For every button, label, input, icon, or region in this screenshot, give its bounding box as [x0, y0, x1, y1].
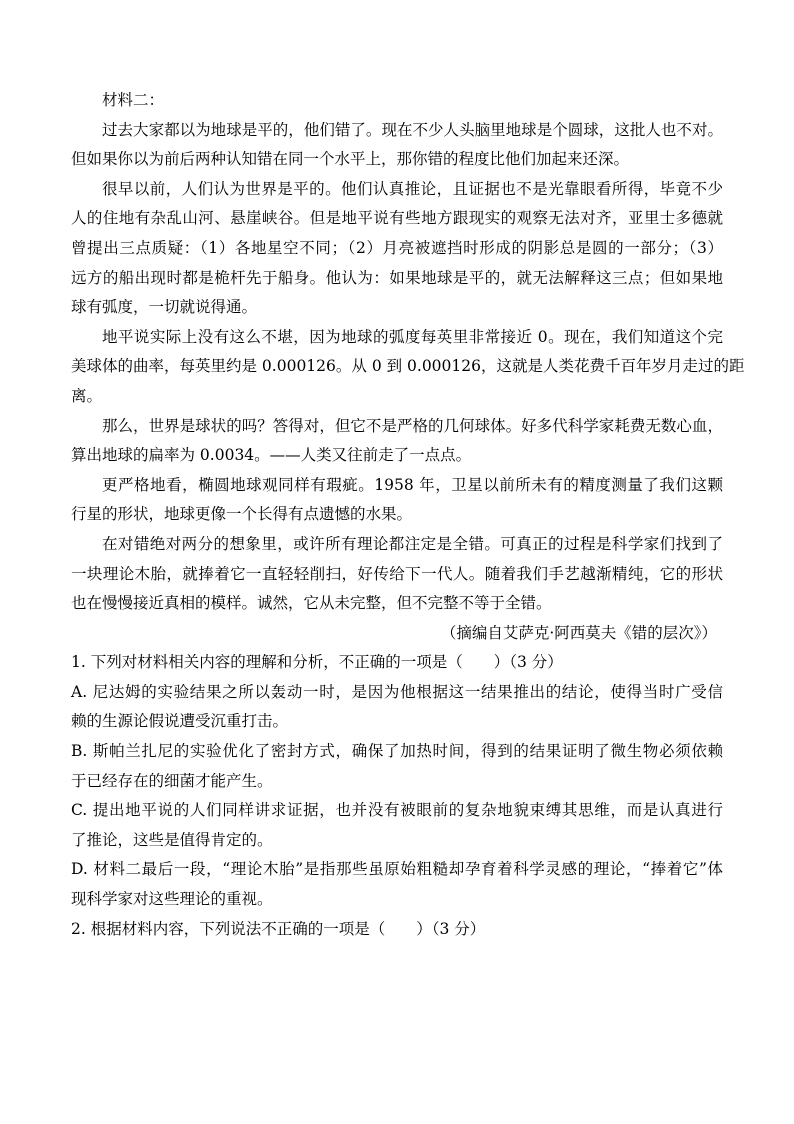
- paragraph-line: 更严格地看，椭圆地球观同样有瑕疵。1958 年，卫星以前所未有的精度测量了我们这颗: [102, 475, 723, 494]
- paragraph-line: 但如果你以为前后两种认知错在同一个水平上，那你错的程度比他们加起来还深。: [71, 150, 630, 169]
- paragraph-1: [71, 116, 723, 175]
- paragraph-line: 过去大家都以为地球是平的，他们错了。现在不少人头脑里地球是个圆球，这批人也不对。: [102, 120, 723, 139]
- paragraph-line: 离。: [71, 386, 103, 405]
- question-stem: 2. 根据材料内容，下列说法不正确的一项是（ ）（3 分）: [71, 919, 486, 938]
- paragraph-4: [71, 412, 723, 471]
- source-citation: （摘编自艾萨克·阿西莫夫《错的层次》）: [440, 623, 717, 642]
- option-line: D. 材料二最后一段，“理论木胎”是指那些虽原始粗糙却孕育着科学灵感的理论，“捧着它”体: [71, 860, 723, 879]
- option-a: [71, 678, 723, 737]
- option-line: 现科学家对这些理论的重视。: [71, 890, 273, 909]
- paragraph-line: 那么，世界是球状的吗？答得对，但它不是严格的几何球体。好多代科学家耗费无数心血，: [102, 416, 723, 435]
- paragraph-line: 球有弧度，一切就说得通。: [71, 298, 258, 317]
- option-line: B. 斯帕兰扎尼的实验优化了密封方式，确保了加热时间，得到的结果证明了微生物必须依赖: [71, 742, 723, 761]
- paragraph-line: 行星的形状，地球更像一个长得有点遗憾的水果。: [71, 505, 413, 524]
- paragraph-line: 算出地球的扁率为 0.0034。——人类又往前走了一点点。: [71, 446, 472, 465]
- question-1: [71, 648, 723, 914]
- option-line: 了推论，这些是值得肯定的。: [71, 830, 273, 849]
- option-b: [71, 737, 723, 796]
- document-page: [71, 86, 745, 944]
- paragraph-line: 远方的船出现时都是桅杆先于船身。他认为：如果地球是平的，就无法解释这三点；但如果地: [71, 268, 723, 287]
- question-stem: 1. 下列对材料相关内容的理解和分析，不正确的一项是（ ）（3 分）: [71, 653, 563, 672]
- paragraph-3: [71, 323, 745, 412]
- question-2: [71, 915, 723, 945]
- paragraph-line: 也在慢慢接近真相的模样。诚然，它从未完整，但不完整不等于全错。: [71, 594, 552, 613]
- paragraph-line: 地平说实际上没有这么不堪，因为地球的弧度每英里非常接近 0。现在，我们知道这个完: [102, 327, 723, 346]
- material-title: 材料二：: [102, 91, 165, 109]
- paragraph-line: 曾提出三点质疑：（1）各地星空不同；（2）月亮被遮挡时形成的阴影总是圆的一部分；（3）: [71, 238, 723, 257]
- option-d: [71, 855, 723, 914]
- option-line: 赖的生源论假说遭受沉重打击。: [71, 712, 289, 731]
- paragraph-5: [71, 471, 723, 530]
- option-line: A. 尼达姆的实验结果之所以轰动一时，是因为他根据这一结果推出的结论，使得当时广受信: [71, 682, 723, 701]
- paragraph-line: 美球体的曲率，每英里约是 0.000126。从 0 到 0.000126，这就是人类花费千百年岁月走过的距: [71, 357, 745, 376]
- option-line: C. 提出地平说的人们同样讲求证据，也并没有被眼前的复杂地貌束缚其思维，而是认真进行: [71, 801, 723, 820]
- paragraph-line: 人的住地有杂乱山河、悬崖峡谷。但是地平说有些地方跟现实的观察无法对齐，亚里士多德就: [71, 209, 723, 228]
- paragraph-line: 很早以前，人们认为世界是平的。他们认真推论，且证据也不是光靠眼看所得，毕竟不少: [102, 179, 723, 198]
- paragraph-2: [71, 175, 723, 323]
- option-c: [71, 796, 723, 855]
- paragraph-line: 在对错绝对两分的想象里，或许所有理论都注定是全错。可真正的过程是科学家们找到了: [102, 534, 723, 553]
- paragraph-line: 一块理论木胎，就捧着它一直轻轻削扫，好传给下一代人。随着我们手艺越渐精纯，它的形状: [71, 564, 723, 583]
- option-line: 于已经存在的细菌才能产生。: [71, 771, 273, 790]
- paragraph-6: [71, 530, 723, 619]
